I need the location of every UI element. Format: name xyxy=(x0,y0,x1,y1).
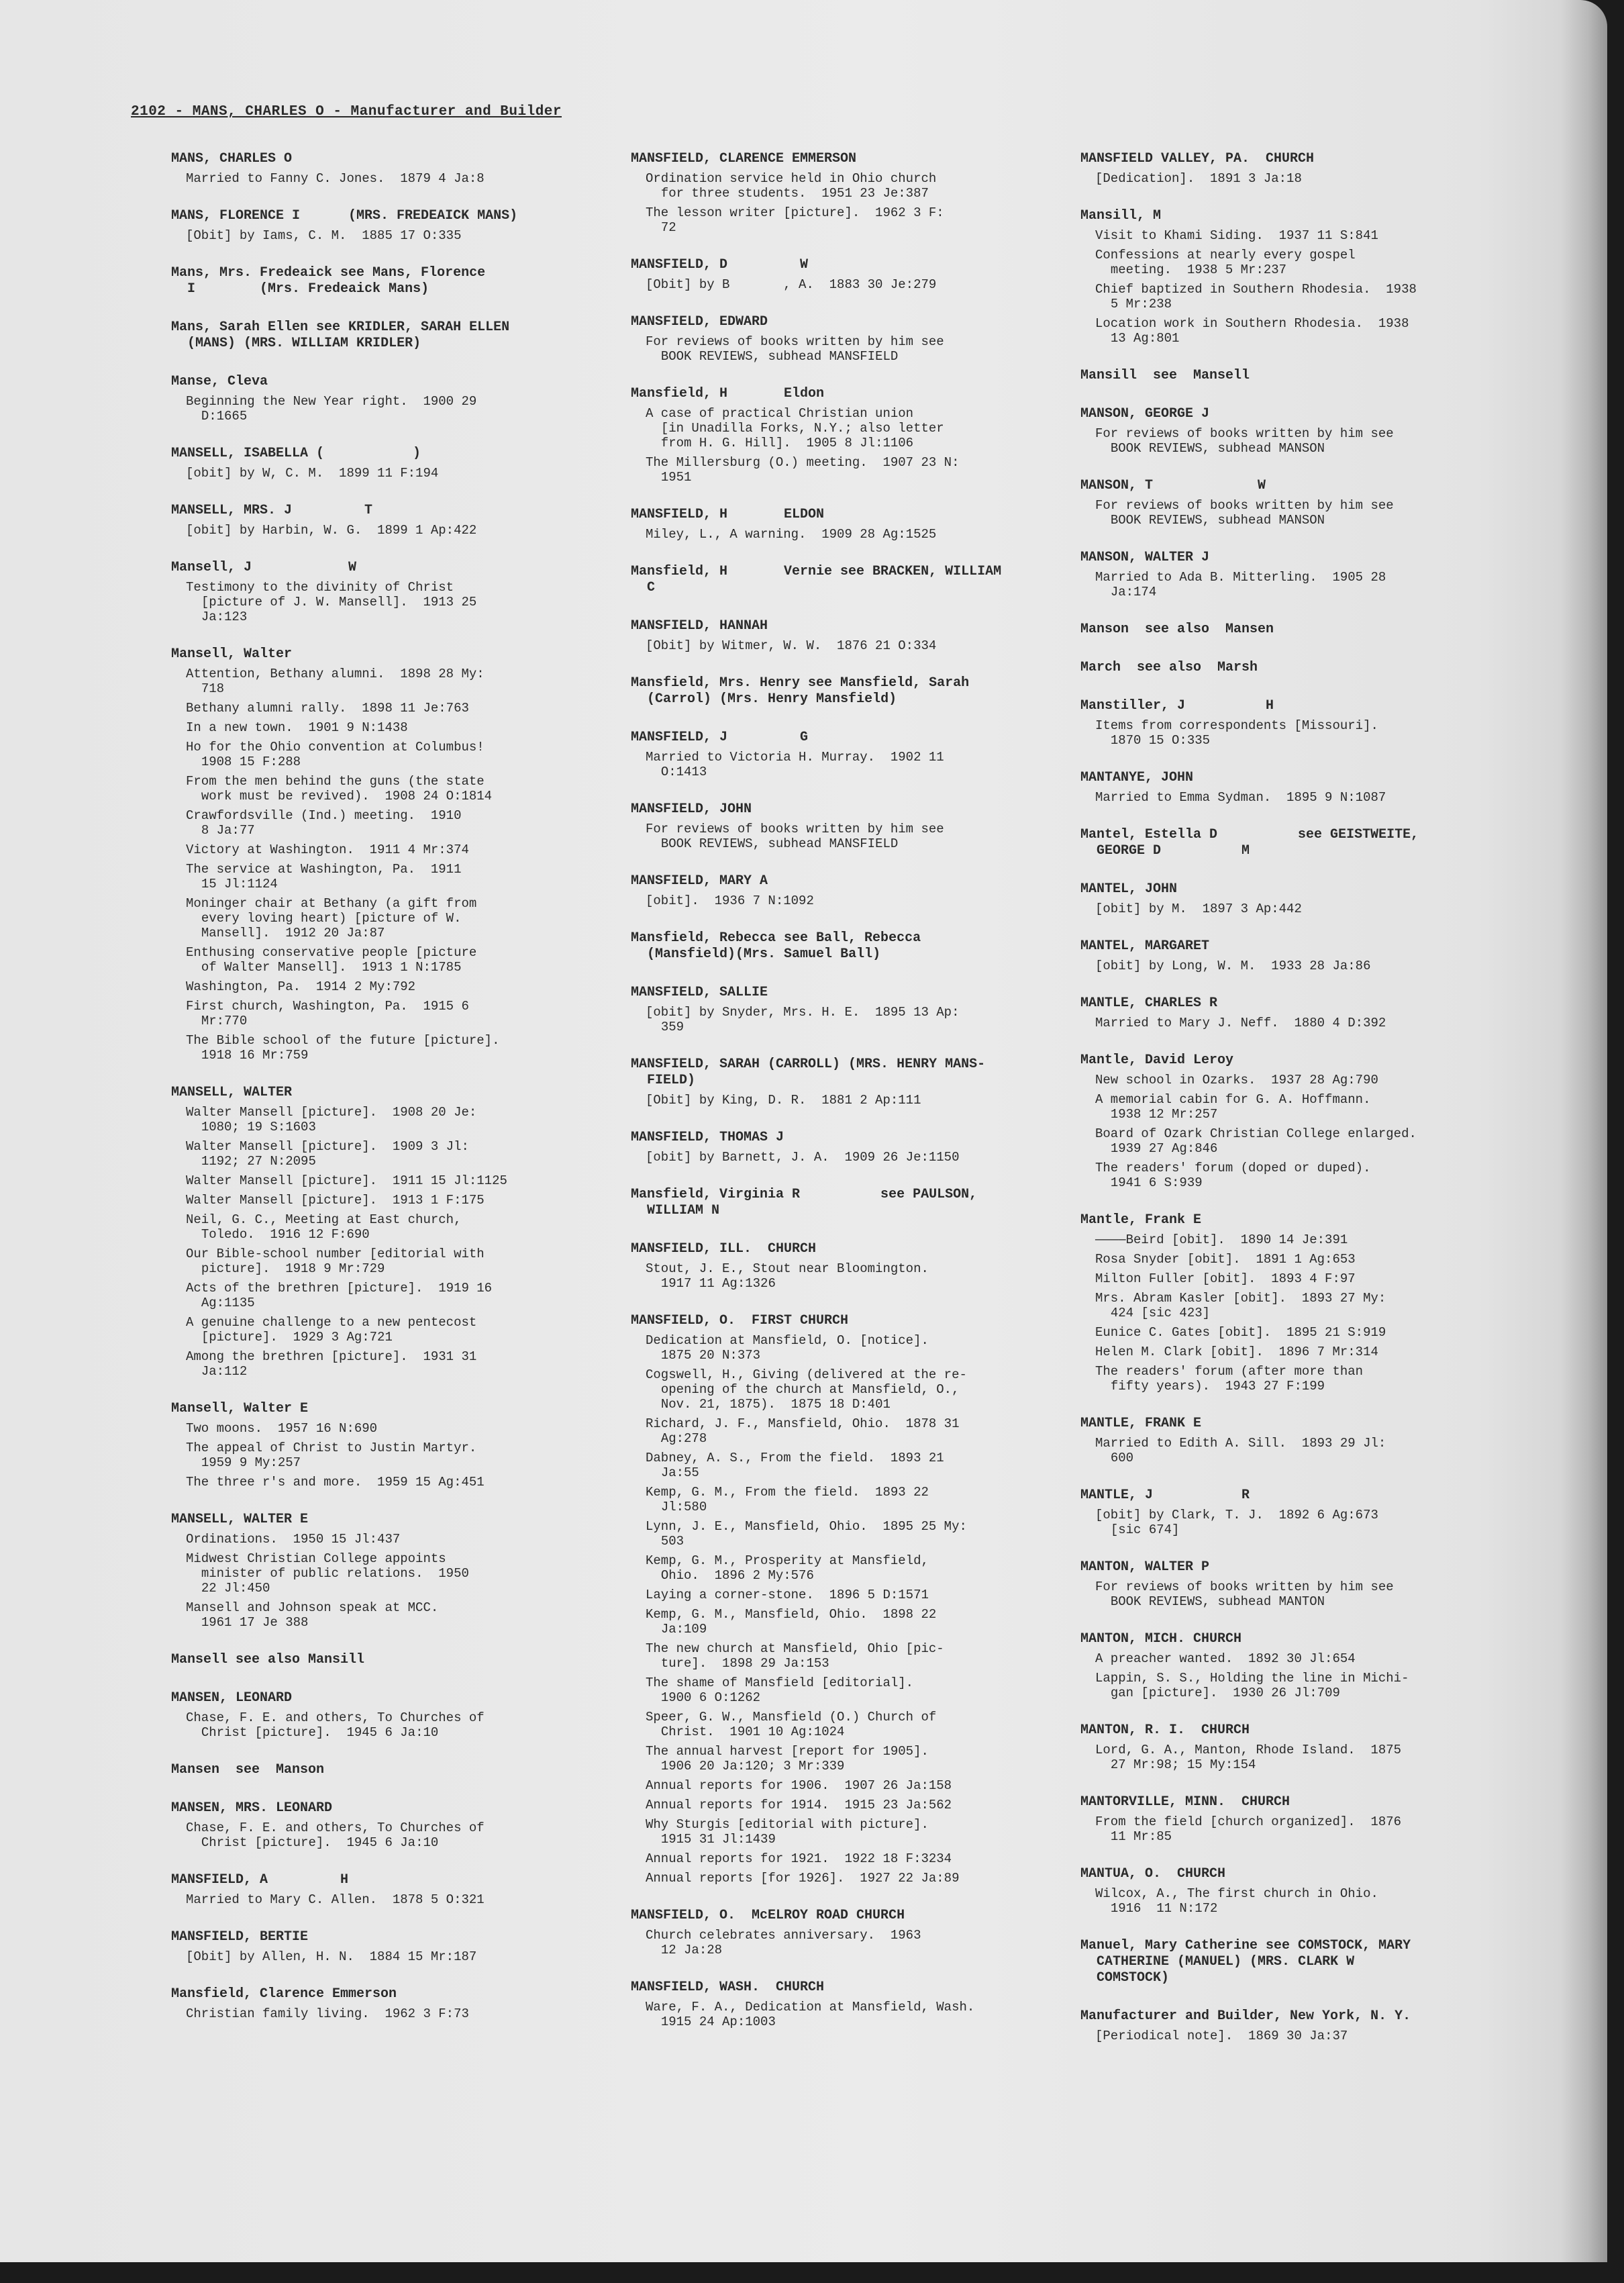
entry-citation: Confessions at nearly every gospel meeting. 1938 5 Mr:237 xyxy=(1095,248,1356,277)
index-column-1 xyxy=(171,151,601,2043)
entry-heading: MANTANYE, JOHN xyxy=(1080,770,1194,785)
entry-citation: Annual reports [for 1926]. 1927 22 Ja:89 xyxy=(646,1871,960,1886)
entry-heading: Mansell see also Mansill xyxy=(171,1652,365,1667)
entry-citation: Annual reports for 1914. 1915 23 Ja:562 xyxy=(646,1798,952,1812)
index-entry xyxy=(171,1690,601,1740)
index-entry xyxy=(631,873,1060,908)
entry-citation: The Millersburg (O.) meeting. 1907 23 N: 1951 xyxy=(646,455,960,485)
entry-citation: Annual reports for 1921. 1922 18 F:3234 xyxy=(646,1851,952,1866)
entry-citation: Chief baptized in Southern Rhodesia. 1938 5 Mr:238 xyxy=(1095,282,1417,311)
index-entry xyxy=(631,985,1060,1034)
entry-citation: The annual harvest [report for 1905]. 1906 20 Ja:120; 3 Mr:339 xyxy=(646,1744,929,1774)
entry-citation: From the field [church organized]. 1876 11 Mr:85 xyxy=(1095,1814,1402,1844)
index-entry xyxy=(631,730,1060,779)
entry-citation: Married to Emma Sydman. 1895 9 N:1087 xyxy=(1095,790,1386,805)
entry-citation: Moninger chair at Bethany (a gift from every loving heart) [picture of W. Mansell]. 1912 20 Ja:87 xyxy=(186,896,477,940)
entry-citation: The new church at Mansfield, Ohio [pic- ture]. 1898 29 Ja:153 xyxy=(646,1641,944,1671)
entry-citation: Married to Mary J. Neff. 1880 4 D:392 xyxy=(1095,1016,1386,1030)
entry-heading: Mansfield, Virginia R see PAULSON, WILLIAM N xyxy=(631,1187,978,1218)
index-entry xyxy=(1080,770,1523,805)
entry-citation: [Obit] by King, D. R. 1881 2 Ap:111 xyxy=(646,1093,921,1108)
entry-citation: The three r's and more. 1959 15 Ag:451 xyxy=(186,1475,485,1490)
index-entry xyxy=(1080,698,1523,748)
entry-citation: A genuine challenge to a new pentecost [picture]. 1929 3 Ag:721 xyxy=(186,1315,477,1345)
entry-citation: [obit] by Harbin, W. G. 1899 1 Ap:422 xyxy=(186,523,477,538)
index-entry xyxy=(631,930,1060,963)
entry-heading: March see also Marsh xyxy=(1080,660,1258,675)
index-entry xyxy=(1080,1416,1523,1465)
index-entry xyxy=(1080,938,1523,973)
index-entry xyxy=(171,320,601,352)
entry-citation: A case of practical Christian union [in Unadilla Forks, N.Y.; also letter from H. G. Hill]. 1905 8 Jl:1106 xyxy=(646,406,944,450)
entry-citation: [obit] by Barnett, J. A. 1909 26 Je:1150 xyxy=(646,1150,960,1165)
entry-heading: MANSFIELD, J G xyxy=(631,730,809,745)
entry-citation: Items from correspondents [Missouri]. 1870 15 O:335 xyxy=(1095,718,1378,748)
entry-heading: MANSFIELD VALLEY, PA. CHURCH xyxy=(1080,151,1315,166)
entry-citation: Dedication at Mansfield, O. [notice]. 1875 20 N:373 xyxy=(646,1333,929,1363)
entry-citation: Washington, Pa. 1914 2 My:792 xyxy=(186,979,416,994)
entry-citation: Among the brethren [picture]. 1931 31 Ja:112 xyxy=(186,1349,477,1379)
index-entry xyxy=(631,675,1060,708)
index-entry xyxy=(631,314,1060,364)
entry-heading: Mansfield, H Eldon xyxy=(631,386,825,401)
entry-heading: Mantel, Estella D see GEISTWEITE, GEORGE D M xyxy=(1080,827,1419,859)
entry-heading: MANS, FLORENCE I (MRS. FREDEAICK MANS) xyxy=(171,208,518,224)
index-column-2 xyxy=(631,151,1060,2051)
entry-heading: MANTORVILLE, MINN. CHURCH xyxy=(1080,1794,1290,1810)
index-entry xyxy=(1080,1488,1523,1537)
index-entry xyxy=(1080,406,1523,456)
entry-heading: Manufacturer and Builder, New York, N. Y. xyxy=(1080,2008,1411,2024)
index-entry xyxy=(1080,827,1523,859)
entry-heading: MANSON, GEORGE J xyxy=(1080,406,1210,422)
entry-heading: MANSFIELD, D W xyxy=(631,257,809,273)
entry-citation: [Obit] by Witmer, W. W. 1876 21 O:334 xyxy=(646,638,937,653)
entry-citation: [obit] by Long, W. M. 1933 28 Ja:86 xyxy=(1095,959,1371,973)
entry-citation: Married to Ada B. Mitterling. 1905 28 Ja:174 xyxy=(1095,570,1386,599)
page-edge-shadow xyxy=(1560,0,1607,2262)
entry-citation: Ordinations. 1950 15 Jl:437 xyxy=(186,1532,401,1547)
index-entry xyxy=(631,257,1060,292)
entry-citation: Crawfordsville (Ind.) meeting. 1910 8 Ja:77 xyxy=(186,808,462,838)
entry-citation: Our Bible-school number [editorial with picture]. 1918 9 Mr:729 xyxy=(186,1247,485,1276)
entry-citation: Cogswell, H., Giving (delivered at the re- opening of the church at Mansfield, O., Nov. 21, 1875). 1875 18 D:401 xyxy=(646,1367,967,1412)
entry-heading: MANSFIELD, MARY A xyxy=(631,873,768,889)
entry-heading: MANSFIELD, A H xyxy=(171,1872,349,1888)
entry-citation: [Obit] by Iams, C. M. 1885 17 O:335 xyxy=(186,228,462,243)
entry-heading: Mansill see Mansell xyxy=(1080,368,1250,383)
entry-citation: The lesson writer [picture]. 1962 3 F: 72 xyxy=(646,205,944,235)
entry-citation: Midwest Christian College appoints minister of public relations. 1950 22 Jl:450 xyxy=(186,1551,469,1596)
entry-citation: Testimony to the divinity of Christ [picture of J. W. Mansell]. 1913 25 Ja:123 xyxy=(186,580,477,624)
index-entry xyxy=(171,446,601,481)
entry-heading: Manstiller, J H xyxy=(1080,698,1274,714)
entry-heading: Manson see also Mansen xyxy=(1080,622,1274,637)
entry-heading: MANSELL, MRS. J T xyxy=(171,503,373,518)
index-entry xyxy=(631,1057,1060,1108)
entry-heading: MANSFIELD, SALLIE xyxy=(631,985,768,1000)
entry-citation: Stout, J. E., Stout near Bloomington. 1917 11 Ag:1326 xyxy=(646,1261,929,1291)
entry-citation: Neil, G. C., Meeting at East church, Toledo. 1916 12 F:690 xyxy=(186,1212,462,1242)
entry-citation: A preacher wanted. 1892 30 Jl:654 xyxy=(1095,1651,1356,1666)
index-entry xyxy=(171,503,601,538)
index-entry xyxy=(1080,1794,1523,1844)
entry-heading: MANSFIELD, EDWARD xyxy=(631,314,768,330)
entry-citation: Bethany alumni rally. 1898 11 Je:763 xyxy=(186,701,469,716)
index-entry xyxy=(631,1130,1060,1165)
entry-citation: Kemp, G. M., Mansfield, Ohio. 1898 22 Ja:109 xyxy=(646,1607,937,1637)
index-entry xyxy=(171,1929,601,1964)
index-entry xyxy=(171,1986,601,2021)
entry-citation: Married to Victoria H. Murray. 1902 11 O:1413 xyxy=(646,750,944,779)
entry-heading: MANTUA, O. CHURCH xyxy=(1080,1866,1226,1882)
entry-heading: MANSFIELD, CLARENCE EMMERSON xyxy=(631,151,857,166)
entry-heading: Mansill, M xyxy=(1080,208,1162,224)
index-entry xyxy=(171,1872,601,1907)
index-entry xyxy=(171,1401,601,1490)
entry-citation: Helen M. Clark [obit]. 1896 7 Mr:314 xyxy=(1095,1345,1378,1359)
index-entry xyxy=(171,1512,601,1630)
entry-heading: MANSFIELD, H ELDON xyxy=(631,507,825,522)
entry-citation: Kemp, G. M., Prosperity at Mansfield, Ohio. 1896 2 My:576 xyxy=(646,1553,929,1583)
entry-citation: Enthusing conservative people [picture of Walter Mansell]. 1913 1 N:1785 xyxy=(186,945,477,975)
index-entry xyxy=(631,386,1060,485)
index-entry xyxy=(171,208,601,243)
entry-citation: First church, Washington, Pa. 1915 6 Mr:770 xyxy=(186,999,469,1028)
entry-citation: Two moons. 1957 16 N:690 xyxy=(186,1421,378,1436)
entry-heading: MANTON, WALTER P xyxy=(1080,1559,1210,1575)
entry-citation: Beginning the New Year right. 1900 29 D:1665 xyxy=(186,394,477,424)
entry-citation: Chase, F. E. and others, To Churches of Christ [picture]. 1945 6 Ja:10 xyxy=(186,1820,485,1850)
entry-heading: MANSEN, LEONARD xyxy=(171,1690,293,1706)
entry-citation: Married to Edith A. Sill. 1893 29 Jl: 600 xyxy=(1095,1436,1386,1465)
entry-citation: Board of Ozark Christian College enlarged. 1939 27 Ag:846 xyxy=(1095,1126,1417,1156)
entry-citation: Walter Mansell [picture]. 1911 15 Jl:1125 xyxy=(186,1173,507,1188)
index-entry xyxy=(631,507,1060,542)
entry-heading: Mansell, Walter xyxy=(171,646,293,662)
entry-citation: Ho for the Ohio convention at Columbus! 1908 15 F:288 xyxy=(186,740,485,769)
entry-heading: MANSELL, WALTER xyxy=(171,1085,293,1100)
entry-citation: In a new town. 1901 9 N:1438 xyxy=(186,720,408,735)
index-entry xyxy=(1080,208,1523,346)
entry-heading: Manuel, Mary Catherine see COMSTOCK, MARY CATHERINE (MANUEL) (MRS. CLARK W COMSTOCK) xyxy=(1080,1938,1411,1986)
entry-citation: Ware, F. A., Dedication at Mansfield, Wash. 1915 24 Ap:1003 xyxy=(646,2000,975,2029)
entry-citation: The shame of Mansfield [editorial]. 1900 6 O:1262 xyxy=(646,1675,914,1705)
entry-heading: MANSFIELD, O. McELROY ROAD CHURCH xyxy=(631,1908,905,1923)
entry-citation: A memorial cabin for G. A. Hoffmann. 1938 12 Mr:257 xyxy=(1095,1092,1371,1122)
index-entry xyxy=(171,1085,601,1379)
entry-citation: Lord, G. A., Manton, Rhode Island. 1875 27 Mr:98; 15 My:154 xyxy=(1095,1743,1402,1772)
entry-citation: Speer, G. W., Mansfield (O.) Church of Christ. 1901 10 Ag:1024 xyxy=(646,1710,937,1739)
index-entry xyxy=(631,1313,1060,1886)
entry-heading: MANSFIELD, HANNAH xyxy=(631,618,768,634)
entry-citation: Ordination service held in Ohio church for three students. 1951 23 Je:387 xyxy=(646,171,937,201)
entry-heading: MANSFIELD, JOHN xyxy=(631,802,752,817)
entry-heading: MANSEN, MRS. LEONARD xyxy=(171,1800,333,1816)
entry-heading: Manse, Cleva xyxy=(171,374,268,389)
index-entry xyxy=(1080,622,1523,638)
entry-heading: MANTLE, FRANK E xyxy=(1080,1416,1202,1431)
entry-heading: MANSFIELD, WASH. CHURCH xyxy=(631,1980,825,1995)
entry-citation: Laying a corner-stone. 1896 5 D:1571 xyxy=(646,1588,929,1602)
entry-citation: Mrs. Abram Kasler [obit]. 1893 27 My: 424 [sic 423] xyxy=(1095,1291,1386,1320)
entry-citation: For reviews of books written by him see BOOK REVIEWS, subhead MANSON xyxy=(1095,426,1394,456)
entry-heading: MANSON, T W xyxy=(1080,478,1266,493)
index-entry xyxy=(171,1762,601,1778)
index-entry xyxy=(1080,1053,1523,1190)
entry-citation: New school in Ozarks. 1937 28 Ag:790 xyxy=(1095,1073,1378,1087)
entry-citation: Walter Mansell [picture]. 1913 1 F:175 xyxy=(186,1193,485,1208)
entry-citation: [obit] by M. 1897 3 Ap:442 xyxy=(1095,902,1302,916)
index-entry xyxy=(631,1908,1060,1957)
entry-heading: Mans, Mrs. Fredeaick see Mans, Florence I (Mrs. Fredeaick Mans) xyxy=(171,265,486,297)
entry-citation: Rosa Snyder [obit]. 1891 1 Ag:653 xyxy=(1095,1252,1356,1267)
entry-heading: MANSFIELD, O. FIRST CHURCH xyxy=(631,1313,849,1328)
entry-citation: Chase, F. E. and others, To Churches of Christ [picture]. 1945 6 Ja:10 xyxy=(186,1710,485,1740)
entry-heading: MANTEL, MARGARET xyxy=(1080,938,1210,954)
index-entry xyxy=(1080,151,1523,186)
entry-citation: [obit] by Snyder, Mrs. H. E. 1895 13 Ap: 359 xyxy=(646,1005,960,1034)
entry-citation: Married to Fanny C. Jones. 1879 4 Ja:8 xyxy=(186,171,485,186)
index-entry xyxy=(171,374,601,424)
entry-citation: From the men behind the guns (the state work must be revived). 1908 24 O:1814 xyxy=(186,774,493,804)
index-entry xyxy=(1080,1212,1523,1394)
entry-citation: Mansell and Johnson speak at MCC. 1961 17 Je 388 xyxy=(186,1600,439,1630)
entry-heading: MANSFIELD, BERTIE xyxy=(171,1929,309,1945)
entry-citation: Married to Mary C. Allen. 1878 5 O:321 xyxy=(186,1892,485,1907)
index-column-3 xyxy=(1080,151,1523,2066)
entry-heading: MANSELL, ISABELLA ( ) xyxy=(171,446,421,461)
entry-citation: The appeal of Christ to Justin Martyr. 1959 9 My:257 xyxy=(186,1441,477,1470)
index-entry xyxy=(1080,881,1523,916)
entry-citation: Christian family living. 1962 3 F:73 xyxy=(186,2006,469,2021)
entry-citation: [obit] by Clark, T. J. 1892 6 Ag:673 [sic 674] xyxy=(1095,1508,1378,1537)
index-entry xyxy=(171,1652,601,1668)
entry-citation: [obit] by W, C. M. 1899 11 F:194 xyxy=(186,466,439,481)
entry-citation: Attention, Bethany alumni. 1898 28 My: 718 xyxy=(186,667,485,696)
entry-citation: Visit to Khami Siding. 1937 11 S:841 xyxy=(1095,228,1378,243)
entry-citation: Victory at Washington. 1911 4 Mr:374 xyxy=(186,842,469,857)
index-entry xyxy=(631,1980,1060,2029)
entry-citation: Milton Fuller [obit]. 1893 4 F:97 xyxy=(1095,1271,1356,1286)
index-entry xyxy=(631,151,1060,235)
entry-citation: For reviews of books written by him see BOOK REVIEWS, subhead MANSFIELD xyxy=(646,822,944,851)
index-entry xyxy=(631,802,1060,851)
entry-heading: MANTLE, J R xyxy=(1080,1488,1250,1503)
entry-citation: Walter Mansell [picture]. 1909 3 Jl: 1192; 27 N:2095 xyxy=(186,1139,469,1169)
entry-citation: For reviews of books written by him see BOOK REVIEWS, subhead MANTON xyxy=(1095,1580,1394,1609)
entry-citation: Acts of the brethren [picture]. 1919 16 Ag:1135 xyxy=(186,1281,493,1310)
entry-heading: Mansfield, Clarence Emmerson xyxy=(171,1986,397,2002)
index-entry xyxy=(1080,1631,1523,1700)
index-entry xyxy=(1080,995,1523,1030)
entry-heading: MANTON, MICH. CHURCH xyxy=(1080,1631,1242,1647)
entry-heading: Mansen see Manson xyxy=(171,1762,325,1778)
entry-citation: [Obit] by B , A. 1883 30 Je:279 xyxy=(646,277,937,292)
entry-citation: The readers' forum (doped or duped). 1941 6 S:939 xyxy=(1095,1161,1371,1190)
entry-citation: The readers' forum (after more than fifty years). 1943 27 F:199 xyxy=(1095,1364,1364,1394)
entry-heading: Mantle, Frank E xyxy=(1080,1212,1202,1228)
entry-citation: Walter Mansell [picture]. 1908 20 Je: 1080; 19 S:1603 xyxy=(186,1105,477,1134)
index-entry xyxy=(1080,1722,1523,1772)
entry-citation: Kemp, G. M., From the field. 1893 22 Jl:580 xyxy=(646,1485,929,1514)
entry-citation: Lynn, J. E., Mansfield, Ohio. 1895 25 My: 503 xyxy=(646,1519,967,1549)
index-entry xyxy=(631,1187,1060,1219)
entry-citation: Location work in Southern Rhodesia. 1938 13 Ag:801 xyxy=(1095,316,1409,346)
entry-citation: [Obit] by Allen, H. N. 1884 15 Mr:187 xyxy=(186,1949,477,1964)
entry-citation: Lappin, S. S., Holding the line in Michi- gan [picture]. 1930 26 Jl:709 xyxy=(1095,1671,1409,1700)
index-entry xyxy=(171,265,601,297)
index-entry xyxy=(1080,660,1523,676)
entry-heading: MANSON, WALTER J xyxy=(1080,550,1210,565)
entry-heading: Mansell, Walter E xyxy=(171,1401,309,1416)
index-entry xyxy=(1080,368,1523,384)
index-entry xyxy=(1080,2008,1523,2043)
index-entry xyxy=(171,1800,601,1850)
entry-heading: Mansfield, Mrs. Henry see Mansfield, Sarah (Carrol) (Mrs. Henry Mansfield) xyxy=(631,675,970,707)
entry-citation: For reviews of books written by him see BOOK REVIEWS, subhead MANSFIELD xyxy=(646,334,944,364)
index-entry xyxy=(171,646,601,1063)
entry-heading: MANSFIELD, SARAH (CARROLL) (MRS. HENRY MANS- FIELD) xyxy=(631,1057,986,1088)
entry-citation: For reviews of books written by him see BOOK REVIEWS, subhead MANSON xyxy=(1095,498,1394,528)
index-entry xyxy=(1080,1559,1523,1609)
entry-citation: Annual reports for 1906. 1907 26 Ja:158 xyxy=(646,1778,952,1793)
entry-citation: Dabney, A. S., From the field. 1893 21 Ja:55 xyxy=(646,1451,944,1480)
entry-heading: MANTLE, CHARLES R xyxy=(1080,995,1218,1011)
entry-heading: Mansfield, Rebecca see Ball, Rebecca (Mansfield)(Mrs. Samuel Ball) xyxy=(631,930,921,962)
entry-citation: Miley, L., A warning. 1909 28 Ag:1525 xyxy=(646,527,937,542)
index-entry xyxy=(631,564,1060,596)
entry-heading: MANS, CHARLES O xyxy=(171,151,293,166)
index-entry xyxy=(1080,1938,1523,1986)
entry-citation: [Dedication]. 1891 3 Ja:18 xyxy=(1095,171,1302,186)
entry-heading: MANSFIELD, ILL. CHURCH xyxy=(631,1241,817,1257)
index-entry xyxy=(1080,1866,1523,1916)
entry-citation: The Bible school of the future [picture]. 1918 16 Mr:759 xyxy=(186,1033,500,1063)
index-entry xyxy=(631,618,1060,653)
entry-citation: Wilcox, A., The first church in Ohio. 1916 11 N:172 xyxy=(1095,1886,1378,1916)
index-entry xyxy=(631,1241,1060,1291)
entry-citation: The service at Washington, Pa. 1911 15 Jl:1124 xyxy=(186,862,462,891)
entry-heading: Mansfield, H Vernie see BRACKEN, WILLIAM C xyxy=(631,564,1002,595)
entry-heading: Mans, Sarah Ellen see KRIDLER, SARAH ELLEN (MANS) (MRS. WILLIAM KRIDLER) xyxy=(171,320,510,351)
entry-citation: Eunice C. Gates [obit]. 1895 21 S:919 xyxy=(1095,1325,1386,1340)
entry-citation: [obit]. 1936 7 N:1092 xyxy=(646,893,814,908)
entry-heading: MANSFIELD, THOMAS J xyxy=(631,1130,784,1145)
running-head: 2102 - MANS, CHARLES O - Manufacturer and Builder xyxy=(131,104,562,119)
entry-heading: MANTON, R. I. CHURCH xyxy=(1080,1722,1250,1738)
index-entry xyxy=(171,560,601,624)
entry-citation: Why Sturgis [editorial with picture]. 1915 31 Jl:1439 xyxy=(646,1817,929,1847)
index-entry xyxy=(171,151,601,186)
index-entry xyxy=(1080,550,1523,599)
entry-heading: MANTEL, JOHN xyxy=(1080,881,1178,897)
entry-citation: [Periodical note]. 1869 30 Ja:37 xyxy=(1095,2029,1348,2043)
entry-heading: Mantle, David Leroy xyxy=(1080,1053,1234,1068)
entry-citation: ————Beird [obit]. 1890 14 Je:391 xyxy=(1095,1232,1348,1247)
entry-citation: Church celebrates anniversary. 1963 12 Ja:28 xyxy=(646,1928,921,1957)
entry-citation: Richard, J. F., Mansfield, Ohio. 1878 31 Ag:278 xyxy=(646,1416,960,1446)
entry-heading: Mansell, J W xyxy=(171,560,357,575)
index-entry xyxy=(1080,478,1523,528)
entry-heading: MANSELL, WALTER E xyxy=(171,1512,309,1527)
